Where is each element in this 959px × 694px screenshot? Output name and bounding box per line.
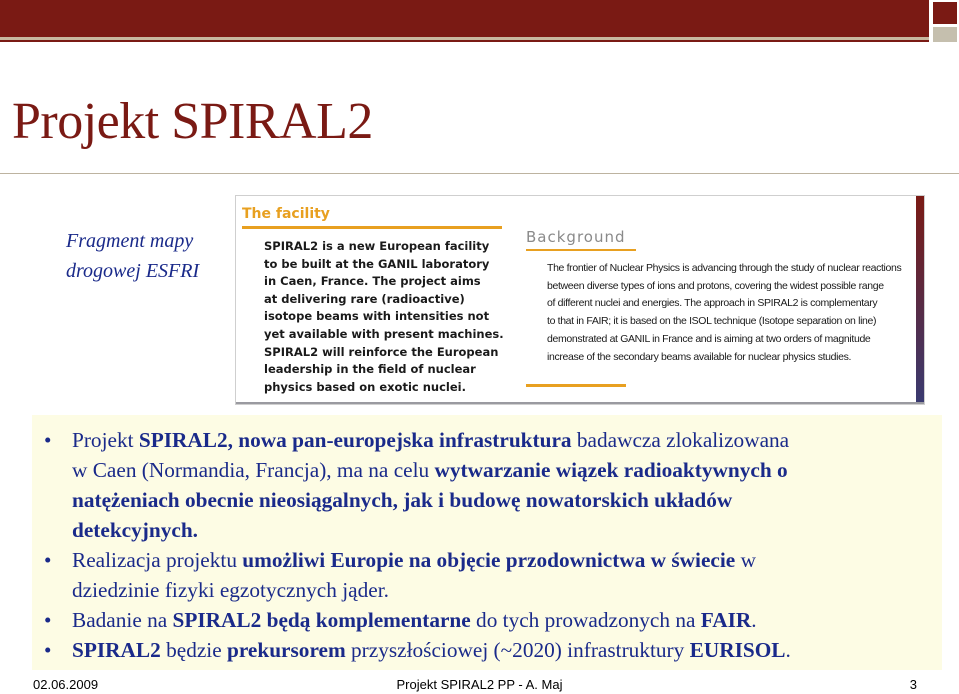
bold-run: FAIR	[700, 608, 752, 632]
bold-run: SPIRAL2, nowa pan-europejska infrastruktura	[138, 428, 572, 452]
top-decorative-bar	[0, 0, 929, 42]
title-divider	[0, 173, 959, 174]
background-line: to that in FAIR; it is based on the ISOL technique (Isotope separation on line)	[547, 315, 877, 328]
facility-title: The facility	[242, 206, 330, 222]
footer-title: Projekt SPIRAL2 PP - A. Maj	[396, 677, 563, 692]
facility-line: physics based on exotic nuclei.	[264, 379, 466, 394]
slide-title: Projekt SPIRAL2	[12, 93, 373, 150]
esfri-roadmap-excerpt	[236, 196, 924, 404]
facility-line: in Caen, France. The project aims	[264, 274, 481, 289]
page-number: 3	[909, 677, 917, 692]
bold-run: EURISOL	[689, 638, 786, 662]
background-line: increase of the secondary beams available for nuclear physics studies.	[547, 350, 852, 363]
text-run: .	[785, 638, 791, 662]
bullet-item	[32, 545, 942, 605]
corner-square-dark	[933, 2, 957, 24]
text-run: do tych prowadzonych na	[470, 608, 701, 632]
image-caption	[66, 226, 236, 286]
background-line: between diverse types of ions and protons, covering the widest possible range	[547, 279, 884, 292]
background-text	[547, 260, 919, 366]
facility-text	[264, 238, 514, 396]
facility-line: leadership in the field of nuclear	[264, 362, 476, 377]
bullet-dot: •	[44, 608, 52, 632]
bullet-item	[32, 635, 942, 665]
text-run: dziedzinie fizyki egzotycznych jąder.	[72, 578, 389, 602]
bullet-dot: •	[44, 638, 52, 662]
corner-square-light	[933, 27, 957, 42]
facility-line: isotope beams with intensities not	[264, 309, 490, 324]
text-run: Realizacja projektu	[72, 548, 243, 572]
bullet-dot: •	[44, 428, 52, 452]
text-run: w	[735, 548, 756, 572]
facility-line: yet available with present machines.	[264, 326, 504, 341]
bullet-dot: •	[44, 548, 52, 572]
bold-run: prekursorem	[227, 638, 346, 662]
bullet-list	[32, 415, 942, 665]
background-line: The frontier of Nuclear Physics is advancing through the study of nuclear reactions	[547, 262, 902, 274]
facility-line: at delivering rare (radioactive)	[264, 291, 465, 306]
bold-run: natężeniach obecnie nieosiągalnych, jak i budowę nowatorskich układów	[72, 488, 733, 512]
bold-run: umożliwi Europie na objęcie przodownictwa w świecie	[242, 548, 736, 572]
bold-run: SPIRAL2	[172, 608, 262, 632]
text-run: Projekt	[72, 428, 139, 452]
text-run: Badanie na	[72, 608, 173, 632]
text-run: będzie	[160, 638, 227, 662]
bold-run: SPIRAL2	[72, 638, 161, 662]
background-title: Background	[526, 228, 626, 246]
bold-run: będą komplementarne	[266, 608, 471, 632]
facility-rule	[242, 226, 502, 229]
caption-line: drogowej ESFRI	[66, 260, 200, 282]
caption-line: Fragment mapy	[66, 230, 194, 252]
bullet-item	[32, 605, 942, 635]
background-rule	[526, 249, 636, 251]
background-bottom-rule	[526, 384, 626, 387]
background-line: of different nuclei and energies. The approach in SPIRAL2 is complementary	[547, 297, 878, 310]
bullet-box	[32, 415, 942, 670]
bullet-item	[32, 425, 942, 545]
footer-date: 02.06.2009	[33, 677, 99, 692]
bold-run: detekcyjnych.	[72, 518, 198, 542]
top-bar-line	[0, 37, 929, 40]
text-run: przyszłościowej (~2020) infrastruktury	[345, 638, 690, 662]
text-run: .	[751, 608, 757, 632]
background-line: demonstrated at GANIL in France and is aiming at two orders of magnitude	[547, 332, 871, 345]
facility-line: SPIRAL2 will reinforce the European	[264, 344, 499, 359]
text-run: badawcza zlokalizowana	[571, 428, 790, 452]
text-run: w Caen (Normandia, Francja), ma na celu	[72, 458, 435, 482]
facility-line: to be built at the GANIL laboratory	[264, 256, 490, 271]
facility-line: SPIRAL2 is a new European facility	[264, 239, 490, 253]
bold-run: wytwarzanie wiązek radioaktywnych o	[434, 458, 788, 482]
